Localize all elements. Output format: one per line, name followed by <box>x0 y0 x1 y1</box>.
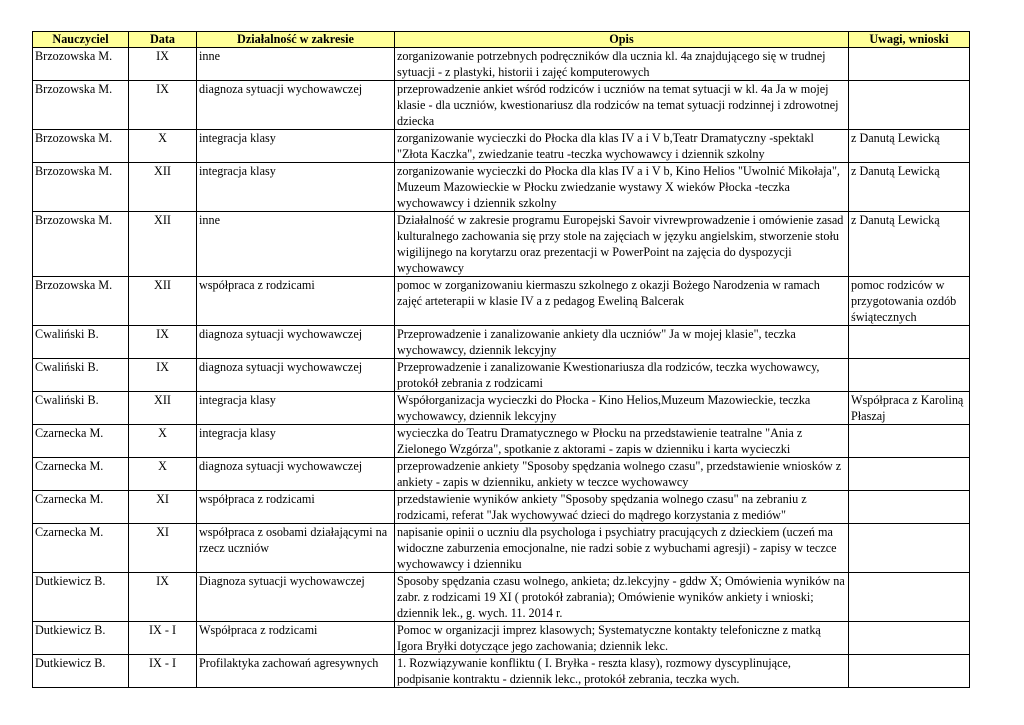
cell-date: XI <box>129 524 197 573</box>
cell-notes <box>849 573 970 622</box>
cell-description: Działalność w zakresie programu Europejski Savoir vivrewprowadzenie i omówienie zasad kulturalnego zachowania się przy stole na zajęciach w języku angielskim, stworzenie stołu wigilijnego na korytarzu oraz prezentacji w PowerPoint na zajęcia do dyspozycji wychowawcy <box>395 212 849 277</box>
cell-activity: diagnoza sytuacji wychowawczej <box>197 81 395 130</box>
cell-notes <box>849 655 970 688</box>
cell-activity: diagnoza sytuacji wychowawczej <box>197 359 395 392</box>
cell-notes <box>849 458 970 491</box>
cell-date: X <box>129 425 197 458</box>
cell-teacher: Cwaliński B. <box>33 392 129 425</box>
cell-description: zorganizowanie potrzebnych podręczników dla ucznia kl. 4a znajdującego się w trudnej sytuacji - z plastyki, historii i zajęć komputerowych <box>395 48 849 81</box>
table-row <box>33 326 970 359</box>
cell-description: napisanie opinii o uczniu dla psychologa i psychiatry pracujących z dzieckiem (uczeń ma widoczne zaburzenia emocjonalne, nie radzi sobie z wybuchami agresji) - zapisy w teczce wychowawcy i dzienniku <box>395 524 849 573</box>
cell-teacher: Brzozowska M. <box>33 130 129 163</box>
cell-notes <box>849 81 970 130</box>
header-row <box>33 32 970 48</box>
table-row <box>33 392 970 425</box>
cell-teacher: Dutkiewicz B. <box>33 622 129 655</box>
cell-teacher: Brzozowska M. <box>33 277 129 326</box>
cell-notes: z Danutą Lewicką <box>849 212 970 277</box>
cell-teacher: Cwaliński B. <box>33 326 129 359</box>
cell-date: IX <box>129 359 197 392</box>
cell-notes: z Danutą Lewicką <box>849 130 970 163</box>
cell-teacher: Brzozowska M. <box>33 81 129 130</box>
cell-activity: inne <box>197 212 395 277</box>
cell-description: przeprowadzenie ankiety "Sposoby spędzania wolnego czasu", przedstawienie wniosków z ankiety - zapis w dzienniku, ankiety w teczce wychowawcy <box>395 458 849 491</box>
cell-description: Sposoby spędzania czasu wolnego, ankieta; dz.lekcyjny - gddw X; Omówienia wyników na zabr. z rodzicami 19 XI ( protokół zabrania); Omówienie wyników ankiety i wnioski; dziennik lek., g. wych. 11. 2014 r. <box>395 573 849 622</box>
cell-teacher: Brzozowska M. <box>33 212 129 277</box>
cell-activity: integracja klasy <box>197 130 395 163</box>
cell-description: Przeprowadzenie i zanalizowanie Kwestionariusza dla rodziców, teczka wychowawcy, protokół zebrania z rodzicami <box>395 359 849 392</box>
table-row <box>33 524 970 573</box>
cell-notes <box>849 524 970 573</box>
table-row <box>33 212 970 277</box>
cell-activity: inne <box>197 48 395 81</box>
cell-date: XII <box>129 163 197 212</box>
cell-activity: diagnoza sytuacji wychowawczej <box>197 458 395 491</box>
table-row <box>33 81 970 130</box>
cell-date: XII <box>129 392 197 425</box>
cell-description: 1. Rozwiązywanie konfliktu ( I. Bryłka - reszta klasy), rozmowy dyscyplinujące, podpisanie kontraktu - dziennik lekc., protokół zebrania, teczka wych. <box>395 655 849 688</box>
cell-description: zorganizowanie wycieczki do Płocka dla klas IV a i V b,Teatr Dramatyczny -spektakl "Złota Kaczka", zwiedzanie teatru -teczka wychowawcy i dziennik szkolny <box>395 130 849 163</box>
cell-teacher: Dutkiewicz B. <box>33 573 129 622</box>
cell-activity: integracja klasy <box>197 392 395 425</box>
table-row <box>33 573 970 622</box>
table-row <box>33 277 970 326</box>
cell-activity: diagnoza sytuacji wychowawczej <box>197 326 395 359</box>
cell-date: X <box>129 458 197 491</box>
cell-date: IX <box>129 81 197 130</box>
cell-date: XII <box>129 212 197 277</box>
header-description: Opis <box>395 32 849 48</box>
table-row <box>33 458 970 491</box>
cell-date: IX <box>129 326 197 359</box>
cell-activity: współpraca z rodzicami <box>197 277 395 326</box>
cell-description: wycieczka do Teatru Dramatycznego w Płocku na przedstawienie teatralne "Ania z Zielonego Wzgórza", spotkanie z aktorami - zapis w dzienniku i karta wycieczki <box>395 425 849 458</box>
cell-description: Przeprowadzenie i zanalizowanie ankiety dla uczniów" Ja w mojej klasie", teczka wychowawcy, dziennik lekcyjny <box>395 326 849 359</box>
cell-notes: Współpraca z Karoliną Płaszaj <box>849 392 970 425</box>
cell-notes <box>849 326 970 359</box>
cell-date: XI <box>129 491 197 524</box>
cell-notes: pomoc rodziców w przygotowania ozdób świątecznych <box>849 277 970 326</box>
cell-activity: współpraca z rodzicami <box>197 491 395 524</box>
cell-activity: współpraca z osobami działającymi na rzecz uczniów <box>197 524 395 573</box>
activity-table <box>32 31 970 688</box>
cell-teacher: Czarnecka M. <box>33 425 129 458</box>
cell-activity: integracja klasy <box>197 425 395 458</box>
header-teacher: Nauczyciel <box>33 32 129 48</box>
cell-date: IX <box>129 573 197 622</box>
cell-teacher: Czarnecka M. <box>33 491 129 524</box>
header-date: Data <box>129 32 197 48</box>
table-row <box>33 622 970 655</box>
table-row <box>33 130 970 163</box>
cell-description: przedstawienie wyników ankiety "Sposoby spędzania wolnego czasu" na zebraniu z rodzicami, referat "Jak wychowywać dzieci do mądrego korzystania z mediów" <box>395 491 849 524</box>
cell-notes <box>849 48 970 81</box>
cell-date: X <box>129 130 197 163</box>
cell-teacher: Dutkiewicz B. <box>33 655 129 688</box>
cell-notes <box>849 359 970 392</box>
header-activity: Działalność w zakresie <box>197 32 395 48</box>
table-row <box>33 163 970 212</box>
cell-teacher: Brzozowska M. <box>33 163 129 212</box>
cell-teacher: Czarnecka M. <box>33 524 129 573</box>
cell-teacher: Cwaliński B. <box>33 359 129 392</box>
cell-notes <box>849 491 970 524</box>
table-row <box>33 48 970 81</box>
cell-activity: integracja klasy <box>197 163 395 212</box>
table-row <box>33 359 970 392</box>
cell-activity: Diagnoza sytuacji wychowawczej <box>197 573 395 622</box>
cell-teacher: Brzozowska M. <box>33 48 129 81</box>
cell-notes: z Danutą Lewicką <box>849 163 970 212</box>
cell-teacher: Czarnecka M. <box>33 458 129 491</box>
cell-description: zorganizowanie wycieczki do Płocka dla klas IV a i V b, Kino Helios "Uwolnić Mikołaja", Muzeum Mazowieckie w Płocku zwiedzanie wystawy X wieków Płocka -teczka wychowawcy i dziennik szkolny <box>395 163 849 212</box>
cell-notes <box>849 622 970 655</box>
table-row <box>33 425 970 458</box>
cell-date: XII <box>129 277 197 326</box>
cell-activity: Współpraca z rodzicami <box>197 622 395 655</box>
cell-date: IX <box>129 48 197 81</box>
cell-date: IX - I <box>129 655 197 688</box>
cell-description: Współorganizacja wycieczki do Płocka - Kino Helios,Muzeum Mazowieckie, teczka wychowawcy, dziennik lekcyjny <box>395 392 849 425</box>
cell-description: Pomoc w organizacji imprez klasowych; Systematyczne kontakty telefoniczne z matką Igora Bryłki dotyczące jego zachowania; dziennik lekc. <box>395 622 849 655</box>
cell-description: pomoc w zorganizowaniu kiermaszu szkolnego z okazji Bożego Narodzenia w ramach zajęć arteterapii w klasie IV a z pedagog Eweliną Balcerak <box>395 277 849 326</box>
header-notes: Uwagi, wnioski <box>849 32 970 48</box>
cell-description: przeprowadzenie ankiet wśród rodziców i uczniów na temat sytuacji w kl. 4a Ja w mojej klasie - dla uczniów, kwestionariusz dla rodziców na temat sytuacji rodzinnej i zdrowotnej dziecka <box>395 81 849 130</box>
table-row <box>33 491 970 524</box>
cell-activity: Profilaktyka zachowań agresywnych <box>197 655 395 688</box>
table-row <box>33 655 970 688</box>
cell-notes <box>849 425 970 458</box>
cell-date: IX - I <box>129 622 197 655</box>
